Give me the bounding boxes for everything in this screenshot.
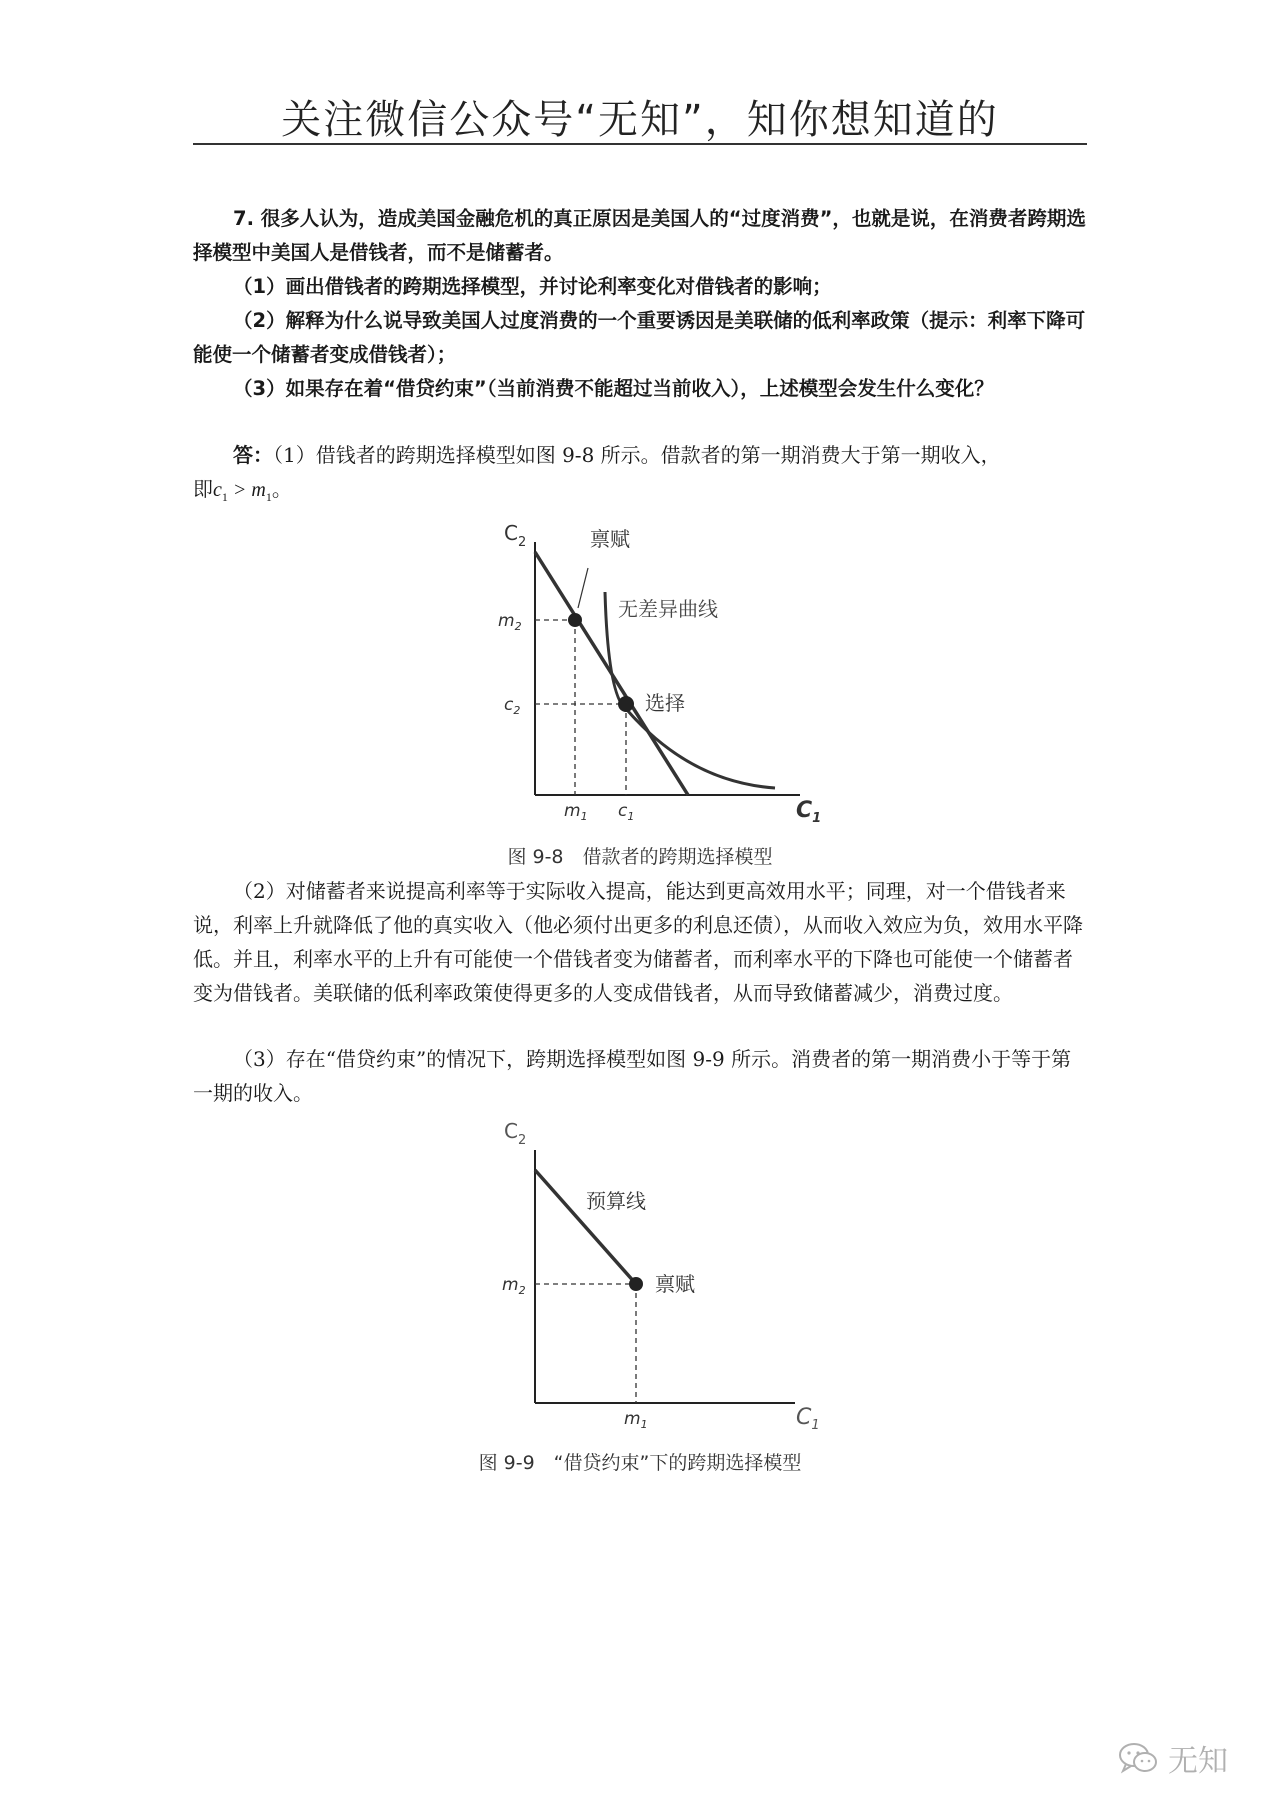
wechat-icon [1118,1740,1158,1776]
answer-part-1-text: （1）借钱者的跨期选择模型如图 9-8 所示。借款者的第一期消费大于第一期收入， [273,443,1001,467]
answer-part-2 [193,874,1087,1010]
fig98-label-endowment: 禀赋 [590,527,630,551]
fig98-y-axis-label: $C_2$ [504,521,527,550]
figure-9-8-caption: 图 9-8 借款者的跨期选择模型 [507,846,773,868]
fig99-x-axis-label: $C_1$ [796,1405,820,1433]
answer-part-1-tail: 即 [193,477,213,501]
fig99-label-endowment: 禀赋 [655,1272,695,1296]
answer-part-3 [193,1042,1087,1110]
fig99-tick-m2: $m_2$ [502,1275,526,1297]
question-part-3: （3）如果存在着“借贷约束”（当前消费不能超过当前收入），上述模型会发生什么变化？ [233,377,994,400]
fig98-indifference-curve [605,592,775,788]
answer-part-3-text: （3）存在“借贷约束”的情况下，跨期选择模型如图 9-9 所示。消费者的第一期消费小于等于第一期的收入。 [193,1047,1072,1105]
header-divider [193,143,1087,145]
watermark [1118,1736,1228,1780]
fig98-label-indifference: 无差异曲线 [618,597,718,621]
question-part-1: （1）画出借钱者的跨期选择模型，并讨论利率变化对借钱者的影响； [233,275,832,298]
figure-9-9-caption: 图 9-9 “借贷约束”下的跨期选择模型 [478,1452,802,1474]
fig98-endowment-pointer [578,568,588,608]
fig99-endowment-point [629,1277,643,1291]
question-block [193,202,1087,406]
inequality-formula: $c_1 > m_1$ [213,479,272,504]
fig99-y-axis-label: $C_2$ [504,1119,527,1148]
answer-part-2-text: （2）对储蓄者来说提高利率等于实际收入提高，能达到更高效用水平；同理，对一个借钱者来说，利率上升就降低了他的真实收入（他必须付出更多的利息还债），从而收入效应为负，效用水平降低。并且，利率水平的上升有可能使一个借钱者变为储蓄者，而利率水平的下降也可能使一个储蓄者变为借钱者。美联储的低利率政策使得更多的人变成借钱者，从而导致储蓄减少，消费过度。 [193,879,1083,1005]
figure-9-8 [490,510,830,830]
fig98-x-axis-label: $C_1$ [796,798,822,826]
question-part-2: （2）解释为什么说导致美国人过度消费的一个重要诱因是美联储的低利率政策（提示：利率下降可能使一个储蓄者变成借钱者）； [193,309,1086,366]
fig99-label-budget: 预算线 [586,1189,646,1213]
page-header-title: 关注微信公众号“无知”，知你想知道的 [281,97,999,143]
fig98-label-choice: 选择 [645,691,685,715]
fig99-tick-m1: $m_1$ [624,1409,648,1431]
fig99-budget-line [535,1170,636,1284]
answer-lead: 答： [233,443,273,467]
watermark-text: 无知 [1168,1744,1228,1779]
fig98-choice-point [618,696,634,712]
figure-9-9 [490,1118,830,1438]
answer-part-1 [193,438,1087,514]
fig98-tick-m1: $m_1$ [564,801,588,823]
fig98-tick-c1: $c_1$ [618,801,635,823]
fig98-tick-c2: $c_2$ [504,695,521,717]
fig98-endowment-point [568,613,582,627]
question-intro: 7. 很多人认为，造成美国金融危机的真正原因是美国人的“过度消费”，也就是说，在消费者跨期选择模型中美国人是借钱者，而不是储蓄者。 [193,207,1086,264]
fig98-tick-m2: $m_2$ [498,611,522,633]
answer-part-1-end: 。 [271,477,292,501]
